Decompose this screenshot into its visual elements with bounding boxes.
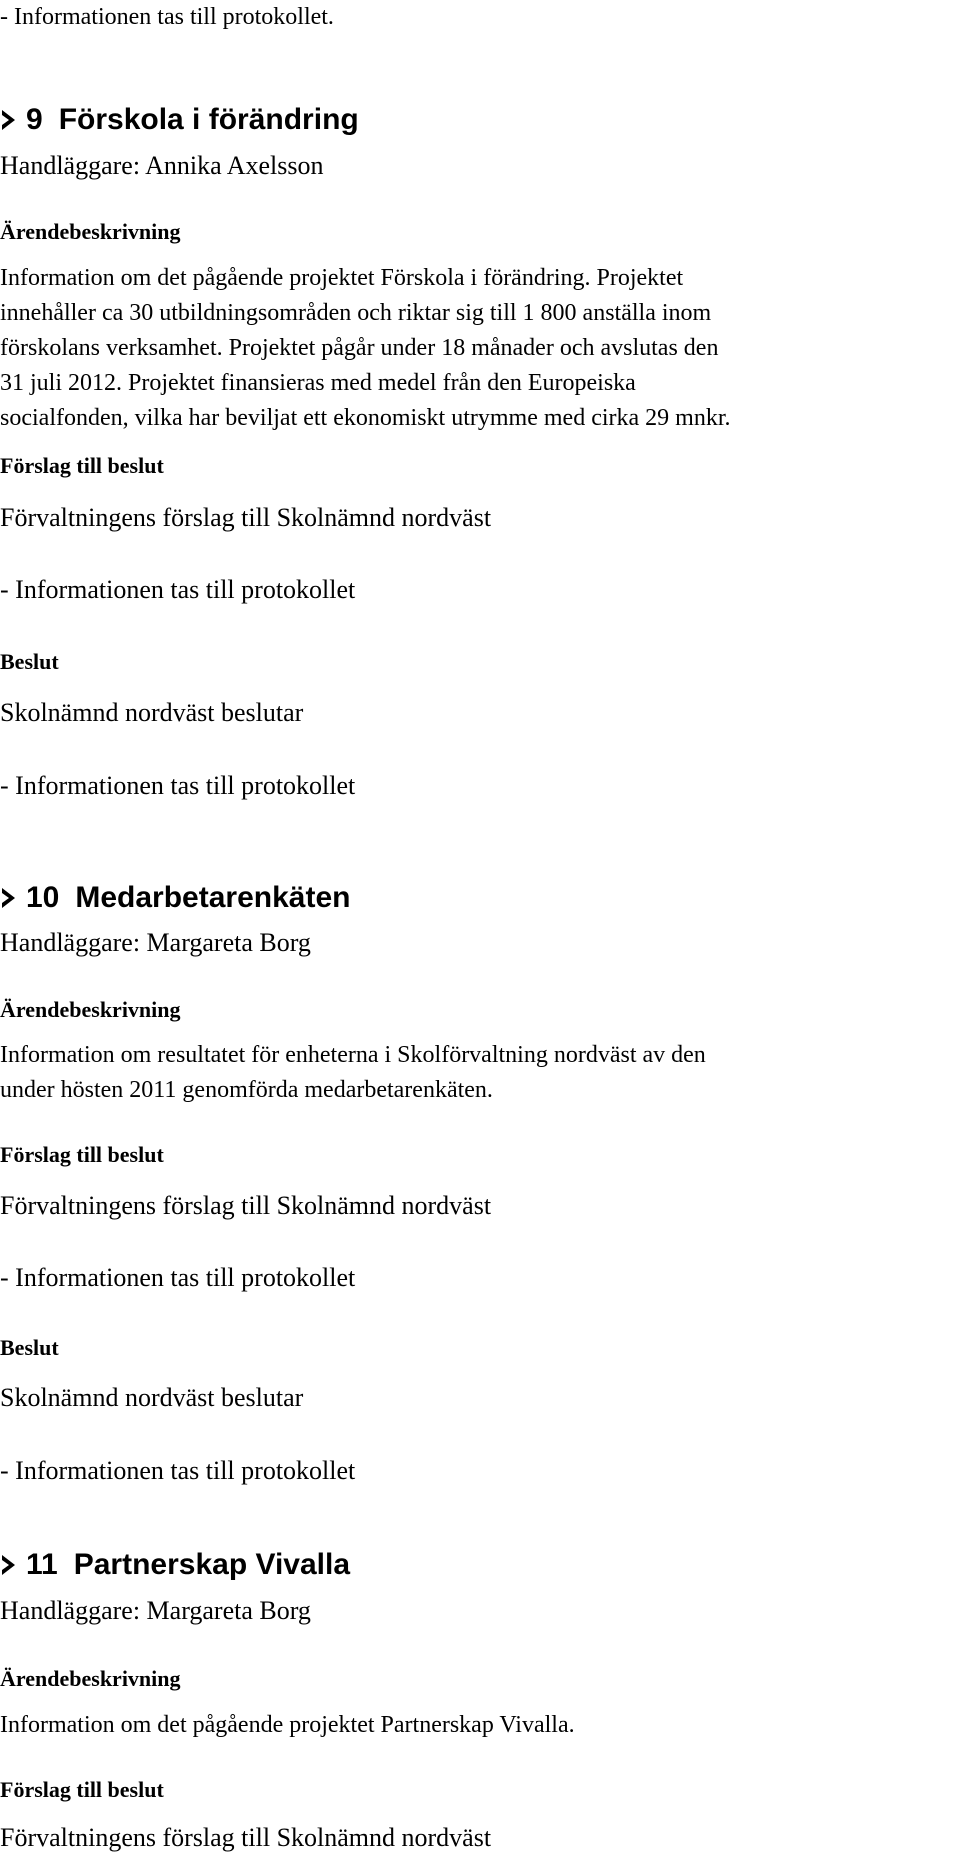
description-line: 31 juli 2012. Projektet finansieras med medel från den Europeiska — [0, 370, 636, 396]
description-line: Information om det pågående projektet Partnerskap Vivalla. — [0, 1712, 575, 1738]
beslut-label: Beslut — [0, 649, 59, 674]
section-arrow-icon — [0, 1547, 20, 1583]
forslag-text: Förvaltningens förslag till Skolnämnd nordväst — [0, 503, 492, 532]
arendebeskrivning-label: Ärendebeskrivning — [0, 1666, 181, 1691]
section-title: Partnerskap Vivalla — [73, 1548, 351, 1581]
forslag-item: - Informationen tas till protokollet — [0, 575, 356, 604]
description-line: förskolans verksamhet. Projektet pågår under 18 månader och avslutas den — [0, 335, 719, 361]
section-arrow-icon — [0, 880, 20, 916]
section-number: 9 — [26, 103, 43, 136]
forslag-label: Förslag till beslut — [0, 1777, 164, 1802]
forslag-label: Förslag till beslut — [0, 1142, 164, 1167]
forslag-text: Förvaltningens förslag till Skolnämnd nordväst — [0, 1823, 492, 1852]
forslag-item: - Informationen tas till protokollet — [0, 1263, 356, 1292]
description-line: socialfonden, vilka har beviljat ett ekonomiskt utrymme med cirka 29 mnkr. — [0, 405, 731, 431]
section-heading-10 — [0, 880, 350, 916]
beslut-label: Beslut — [0, 1335, 59, 1360]
section-number: 11 — [26, 1548, 58, 1581]
beslut-text: Skolnämnd nordväst beslutar — [0, 698, 304, 727]
section-title: Förskola i förändring — [58, 103, 359, 136]
arendebeskrivning-label: Ärendebeskrivning — [0, 997, 181, 1022]
section-arrow-icon — [0, 102, 20, 138]
handlaggare-line: Handläggare: Margareta Borg — [0, 928, 311, 957]
section-heading-11 — [0, 1547, 350, 1583]
beslut-item: - Informationen tas till protokollet — [0, 1456, 356, 1485]
section-number: 10 — [26, 881, 60, 914]
handlaggare-line: Handläggare: Margareta Borg — [0, 1596, 311, 1625]
forslag-label: Förslag till beslut — [0, 453, 164, 478]
description-line: Information om det pågående projektet Förskola i förändring. Projektet — [0, 265, 684, 291]
previous-decision-line: - Informationen tas till protokollet. — [0, 4, 334, 30]
section-title: Medarbetarenkäten — [75, 881, 351, 914]
handlaggare-line: Handläggare: Annika Axelsson — [0, 151, 324, 180]
arendebeskrivning-label: Ärendebeskrivning — [0, 219, 181, 244]
section-heading-9 — [0, 102, 359, 138]
description-line: under hösten 2011 genomförda medarbetarenkäten. — [0, 1077, 493, 1103]
beslut-text: Skolnämnd nordväst beslutar — [0, 1383, 304, 1412]
description-line: innehåller ca 30 utbildningsområden och riktar sig till 1 800 anställa inom — [0, 300, 712, 326]
beslut-item: - Informationen tas till protokollet — [0, 771, 356, 800]
forslag-text: Förvaltningens förslag till Skolnämnd nordväst — [0, 1191, 492, 1220]
description-line: Information om resultatet för enheterna i Skolförvaltning nordväst av den — [0, 1042, 706, 1068]
